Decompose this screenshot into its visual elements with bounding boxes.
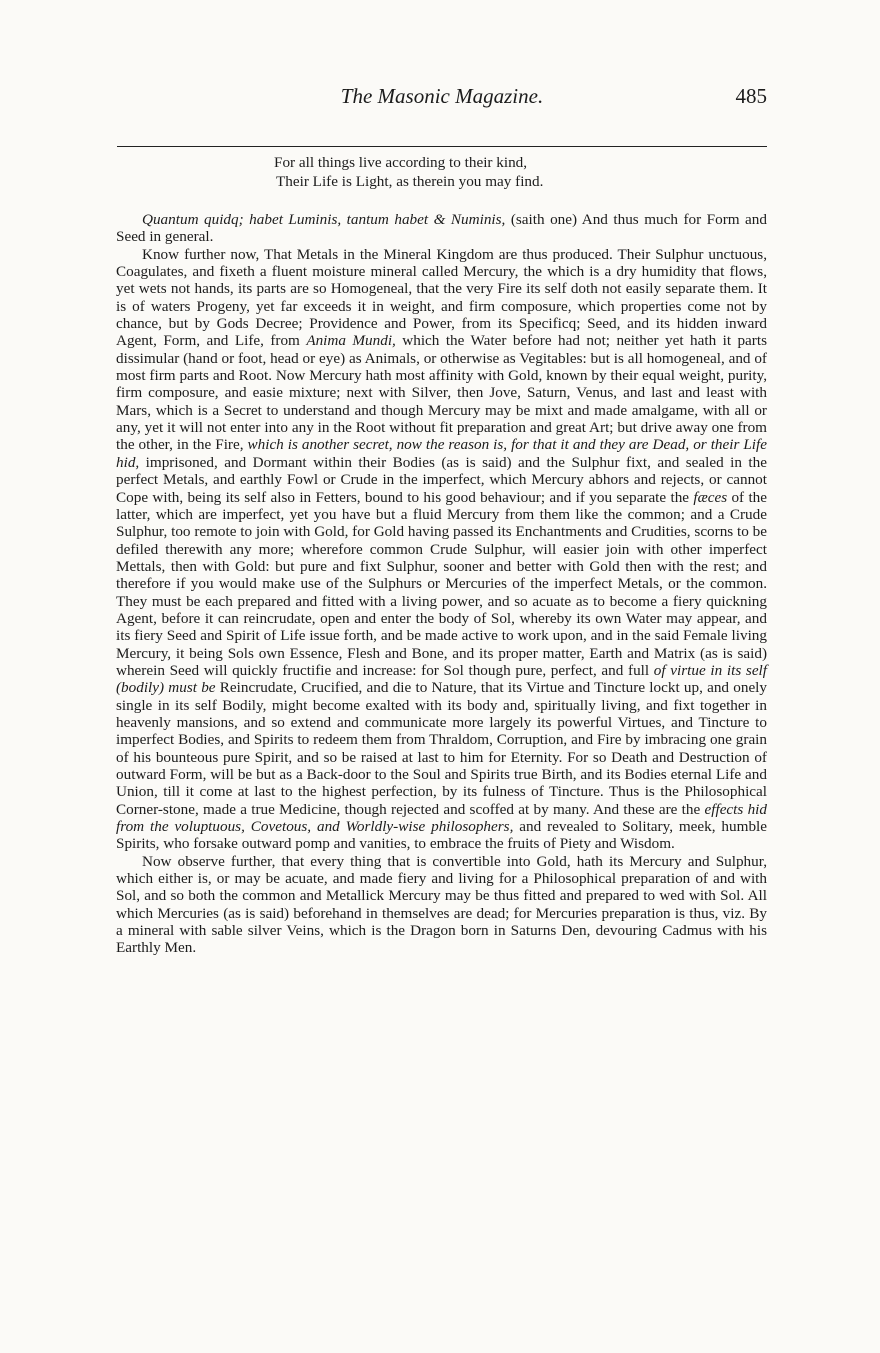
verse-line-1: For all things live according to their kind,: [274, 154, 528, 171]
paragraph-2-part-1: Know further now, That Metals in the Mineral Kingdom are thus produced. Their Sulphur unctuous, Coagulates, and fixeth a fluent moisture mineral called Mercury, the which is a dry humidity that flows, yet wets not hands, its parts are so Homogeneal, that the very Fire its self doth not easily separate them. It is of waters Progeny, yet far exceeds it in weight, and firm composure, which properties come not by chance, but by Gods Decree; Providence and Power, from its Specificq; Seed, and its hidden inward Agent, Form, and Life, from: [116, 245, 767, 350]
paragraph-2: [116, 246, 767, 853]
latin-quote: Quantum quidq; habet Luminis, tantum habet & Numinis,: [142, 211, 506, 228]
effects-phrase: effects hid from the voluptuous, Covetous, and Worldly-wise philosophers,: [116, 800, 767, 836]
faeces-term: fæces: [693, 488, 728, 506]
header-rule: [117, 146, 767, 147]
virtue-phrase: of virtue in its self (bodily) must be: [116, 661, 767, 697]
paragraph-1-text: (saith one) And thus much for Form and Seed in general.: [116, 211, 767, 246]
verse-line-2: Their Life is Light, as therein you may find.: [276, 173, 544, 190]
another-secret: which is another secret, now the reason is, for that it and they are Dead, or their Life hid,: [116, 436, 767, 471]
paragraph-2-part-5: Reincrudate, Crucified, and die to Nature, that its Virtue and Tincture lockt up, and onely single in its self Bodily, might become exalted with its body and, spiritually living, and fixt together in heavenly mansions, and so extend and communicate more largely its powerful Virtues, and Tincture to imperfect Bodies, and Spirits to redeem them from Thraldom, Corruption, and Fire by imbracing one grain of his bounteous pure Spirit, and so be raised at last to him for Eternity. For so Death and Destruction of outward Form, will be but as a Back-door to the Soul and Spirits true Birth, and its Bodies eternal Life and Union, till it come at last to the highest perfection, by its fulness of Tincture. Thus is the Philosophical Corner-stone, made a true Medicine, though rejected and scoffed at by many. And these are the: [116, 679, 767, 818]
verse-couplet: [274, 153, 543, 191]
page-header: [117, 84, 767, 114]
page-number: 485: [735, 84, 767, 108]
paragraph-1: [116, 211, 767, 246]
paragraph-2-part-2: which the Water before had not; neither yet hath it parts dissimular (hand or foot, head or eye) as Animals, or otherwise as Vegitables: but is all homogeneal, and of most firm parts and Root. Now Mercury hath most affinity with Gold, known by their equal weight, purity, firm composure, and easie mixture; next with Silver, then Jove, Saturn, Venus, and last and least with Mars, which is a Secret to understand and though Mercury may be mixt and made amalgame, with all or any, yet it will not enter into any in the Root without fit preparation and great Art; but drive away one from the other, in the Fire,: [116, 332, 767, 454]
article-body: [116, 211, 767, 957]
paragraph-3: Now observe further, that every thing that is convertible into Gold, hath its Mercury and Sulphur, which either is, or may be acuate, and made fiery and living for a Philosophical preparation of and with Sol, and so both the common and Metallick Mercury may be thus fitted and prepared to wed with Sol. All which Mercuries (as is said) beforehand in themselves are dead; for Mercuries preparation is thus, viz. By a mineral with sable silver Veins, which is the Dragon born in Saturns Den, devouring Cadmus with his Earthly Men.: [116, 852, 767, 957]
paragraph-2-part-3: imprisoned, and Dormant within their Bodies (as is said) and the Sulphur fixt, and sealed in the perfect Metals, and earthly Fowl or Crude in the imperfect, which Mercury abhors and rejects, or cannot Cope with, being its self also in Fetters, bound to his good behaviour; and if you separate the: [116, 453, 767, 506]
running-title: The Masonic Magazine.: [340, 84, 544, 108]
paragraph-2-part-6: and revealed to Solitary, meek, humble Spirits, who forsake outward pomp and vanities, to embrace the fruits of Piety and Wisdom.: [116, 818, 767, 853]
anima-mundi: Anima Mundi,: [306, 332, 396, 350]
paragraph-2-part-4: of the latter, which are imperfect, yet you have but a fluid Mercury from them like the common; and a Crude Sulphur, too remote to join with Gold, for Gold having passed its Enchantments and Crudities, scorns to be defiled therewith any more; wherefore common Crude Sulphur, will easier join with other imperfect Mettals, then with Gold: but pure and fixt Sulphur, sooner and better with Gold then with the rest; and therefore if you would make use of the Sulphurs or Mercuries of the imperfect Metals, or the common. They must be each prepared and fitted with a living power, and so acuate as to become a fiery quickning Agent, before it can reincrudate, open and enter the body of Sol, whereby its own Water may appear, and its fiery Seed and Spirit of Life issue forth, and be made active to work upon, and in the said Female living Mercury, it being Sols own Essence, Flesh and Bone, and its proper matter, Earth and Matrix (as is said) wherein Seed will quickly fructifie and increase: for Sol though pure, perfect, and full: [116, 488, 767, 679]
